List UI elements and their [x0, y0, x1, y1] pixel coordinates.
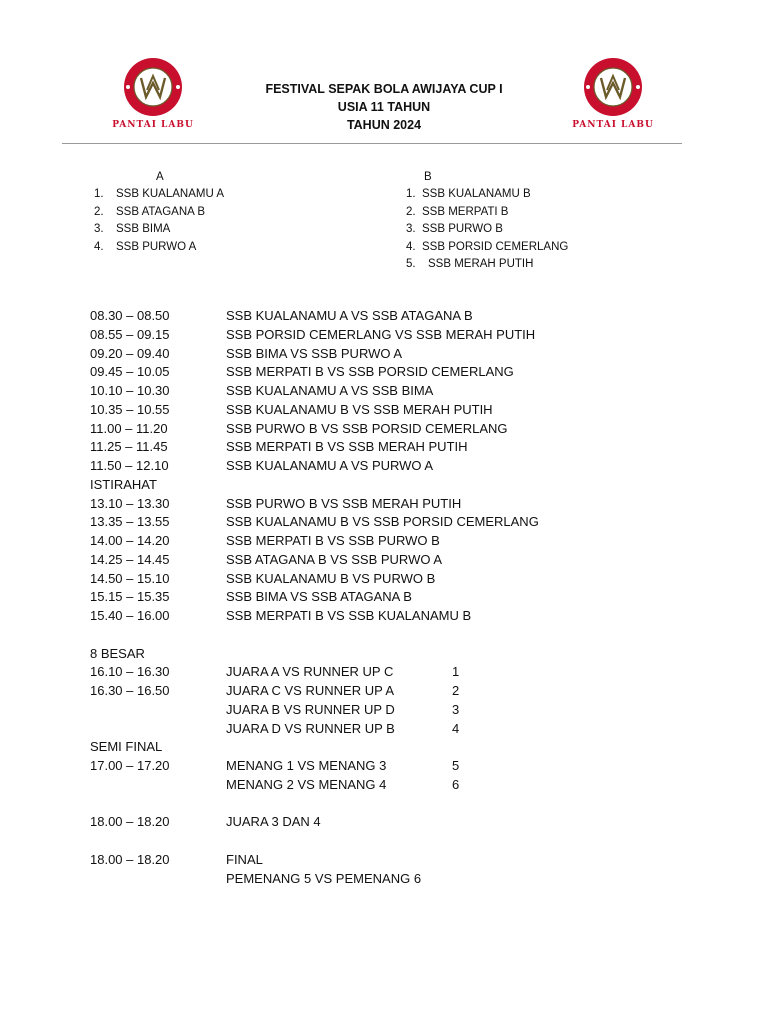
schedule-row: 15.15 – 15.35 SSB BIMA VS SSB ATAGANA B — [90, 589, 412, 605]
match-schedule — [90, 307, 690, 888]
group-a-title: A — [156, 171, 164, 183]
document-header — [0, 80, 768, 134]
schedule-row: JUARA D VS RUNNER UP B 4 — [226, 720, 460, 736]
schedule-row: 14.00 – 14.20 SSB MERPATI B VS SSB PURWO B — [90, 533, 440, 548]
schedule-row: 11.00 – 11.20 SSB PURWO B VS SSB PORSID CEMERLANG — [90, 420, 508, 436]
schedule-row: 17.00 – 17.20 MENANG 1 VS MENANG 3 5 — [90, 758, 460, 773]
header-year: TAHUN 2024 — [346, 118, 422, 132]
schedule-row: 10.35 – 10.55 SSB KUALANAMU B VS SSB MERAH PUTIH — [90, 401, 493, 417]
header-age: USIA 11 TAHUN — [337, 100, 431, 114]
spacer — [90, 832, 690, 851]
final-row: 18.00 – 18.20 FINAL — [90, 851, 263, 867]
schedule-row: 08.30 – 08.50 SSB KUALANAMU A VS SSB ATAGANA B — [90, 308, 473, 323]
group-a-list — [94, 186, 224, 256]
list-item: 3. SSB PURWO B — [406, 223, 503, 235]
logo-caption: PANTAI LABU — [572, 120, 654, 130]
break-label: ISTIRAHAT — [90, 476, 157, 492]
spacer — [90, 795, 690, 814]
list-item: 3. SSB BIMA — [94, 223, 171, 235]
list-item: 4. SSB PURWO A — [94, 240, 197, 253]
header-divider — [62, 143, 682, 144]
final-match-row: PEMENANG 5 VS PEMENANG 6 — [226, 870, 422, 886]
header-title: FESTIVAL SEPAK BOLA AWIJAYA CUP I — [265, 82, 503, 96]
list-item: 5. SSB MERAH PUTIH — [406, 258, 534, 270]
schedule-row: 14.25 – 14.45 SSB ATAGANA B VS SSB PURWO A — [90, 551, 443, 567]
schedule-row: 11.25 – 11.45 SSB MERPATI B VS SSB MERAH PUTIH — [90, 439, 468, 455]
list-item: 4. SSB PORSID CEMERLANG — [406, 240, 569, 253]
list-item: 2. SSB MERPATI B — [406, 205, 509, 218]
list-item: 1. SSB KUALANAMU A — [94, 188, 225, 200]
schedule-row: 08.55 – 09.15 SSB PORSID CEMERLANG VS SSB MERAH PUTIH — [90, 326, 536, 342]
schedule-row: 13.10 – 13.30 SSB PURWO B VS SSB MERAH PUTIH — [90, 495, 462, 511]
schedule-row: 15.40 – 16.00 SSB MERPATI B VS SSB KUALANAMU B — [90, 608, 472, 623]
schedule-row: 10.10 – 10.30 SSB KUALANAMU A VS SSB BIMA — [90, 383, 434, 398]
semi-final-label: SEMI FINAL — [90, 739, 163, 755]
group-b-list — [406, 186, 568, 274]
logo-caption: PANTAI LABU — [112, 120, 194, 130]
group-b-title: B — [424, 171, 432, 183]
schedule-row: 09.20 – 09.40 SSB BIMA VS SSB PURWO A — [90, 345, 403, 361]
spacer — [90, 626, 690, 645]
list-item: 2. SSB ATAGANA B — [94, 205, 206, 218]
schedule-row: MENANG 2 VS MENANG 4 6 — [226, 776, 460, 792]
quarter-final-label: 8 BESAR — [90, 645, 145, 661]
schedule-row: 11.50 – 12.10 SSB KUALANAMU A VS PURWO A — [90, 458, 434, 473]
list-item: 1. SSB KUALANAMU B — [406, 188, 531, 200]
schedule-row: 13.35 – 13.55 SSB KUALANAMU B VS SSB PORSID CEMERLANG — [90, 514, 539, 530]
schedule-row: 16.30 – 16.50 JUARA C VS RUNNER UP A 2 — [90, 683, 460, 698]
schedule-row: 14.50 – 15.10 SSB KUALANAMU B VS PURWO B — [90, 570, 436, 586]
schedule-row: JUARA B VS RUNNER UP D 3 — [226, 701, 460, 717]
third-place-row: 18.00 – 18.20 JUARA 3 DAN 4 — [90, 814, 321, 830]
schedule-row: 16.10 – 16.30 JUARA A VS RUNNER UP C 1 — [90, 664, 460, 680]
schedule-row: 09.45 – 10.05 SSB MERPATI B VS SSB PORSID CEMERLANG — [90, 364, 514, 380]
